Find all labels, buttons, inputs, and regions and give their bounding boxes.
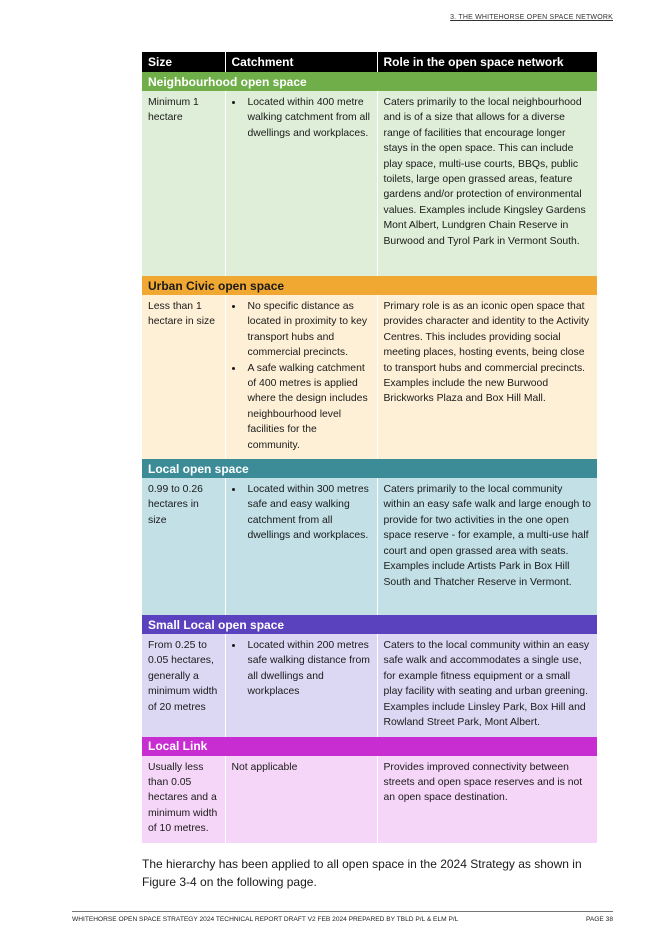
- category-band-urban-civic: [142, 276, 597, 295]
- catchment-bullet: • Located within 400 metre walking catchment from all dwellings and workplaces.: [244, 95, 371, 141]
- table-header-row: [142, 52, 597, 72]
- size-cell: From 0.25 to 0.05 hectares, generally a minimum width of 20 metres: [142, 634, 225, 736]
- table-row: [142, 91, 597, 276]
- category-label: Small Local open space: [142, 615, 597, 634]
- size-cell: 0.99 to 0.26 hectares in size: [142, 478, 225, 615]
- table-row: [142, 634, 597, 736]
- table-row: [142, 756, 597, 843]
- footer-document-info: WHITEHORSE OPEN SPACE STRATEGY 2024 TECHNICAL REPORT DRAFT V2 FEB 2024 PREPARED BY TBLD P/L & ELM P/L: [72, 916, 459, 923]
- table-row: [142, 478, 597, 615]
- column-header-size: Size: [142, 52, 225, 72]
- role-cell: Caters to the local community within an easy safe walk and accommodates a single use, for example fitness equipment or a small play facility with seating and urban greening. Examples include Linsley Park, Box Hill and Rowland Street Park, Mont Albert.: [377, 634, 597, 736]
- size-cell: Minimum 1 hectare: [142, 91, 225, 276]
- role-cell: Primary role is as an iconic open space that provides character and identity to the Activity Centres. This includes providing social meeting places, hosting events, being close to transport hubs and commercial precincts. Examples include the new Burwood Brickworks Plaza and Box Hill Mall.: [377, 295, 597, 459]
- catchment-cell: [225, 634, 377, 736]
- category-band-local-link: [142, 737, 597, 756]
- category-band-local: [142, 459, 597, 478]
- catchment-bullet: • Located within 300 metres safe and easy walking catchment from all dwellings and workplaces.: [244, 482, 371, 544]
- body-paragraph: The hierarchy has been applied to all open space in the 2024 Strategy as shown in Figure 3-4 on the following page.: [142, 857, 582, 889]
- category-label: Local open space: [142, 459, 597, 478]
- catchment-bullet: • No specific distance as located in proximity to key transport hubs and commercial precincts.: [244, 299, 371, 361]
- category-label: Urban Civic open space: [142, 276, 597, 295]
- role-cell: Caters primarily to the local neighbourhood and is of a size that allows for a diverse range of facilities that encourage longer stays in the open space. This can include play space, multi-use courts, BBQs, public toilets, large open grassed areas, feature gardens and/or protection of environmental values. Examples include Kingsley Gardens Mont Albert, Lundgren Chain Reserve in Burwood and Tyrol Park in Vermont South.: [377, 91, 597, 276]
- page-footer: [72, 911, 613, 923]
- section-header: 3. THE WHITEHORSE OPEN SPACE NETWORK: [450, 14, 613, 21]
- category-band-neighbourhood: [142, 72, 597, 91]
- column-header-catchment: Catchment: [225, 52, 377, 72]
- size-cell: Less than 1 hectare in size: [142, 295, 225, 459]
- catchment-bullet: • Located within 200 metres safe walking distance from all dwellings and workplaces: [244, 638, 371, 700]
- page-number: PAGE 38: [586, 916, 613, 923]
- role-cell: Provides improved connectivity between streets and open space reserves and is not an open space destination.: [377, 756, 597, 843]
- role-cell: Caters primarily to the local community within an easy safe walk and large enough to provide for two activities in the one open space reserve - for example, a multi-use half court and open grassed area with seats. Examples include Artists Park in Box Hill South and Thatcher Reserve in Vermont.: [377, 478, 597, 615]
- catchment-cell: [225, 295, 377, 459]
- category-label: Neighbourhood open space: [142, 72, 597, 91]
- catchment-cell: Not applicable: [225, 756, 377, 843]
- category-band-small-local: [142, 615, 597, 634]
- category-label: Local Link: [142, 737, 597, 756]
- table-row: [142, 295, 597, 459]
- open-space-hierarchy-table: [142, 52, 597, 843]
- column-header-role: Role in the open space network: [377, 52, 597, 72]
- size-cell: Usually less than 0.05 hectares and a minimum width of 10 metres.: [142, 756, 225, 843]
- catchment-bullet: • A safe walking catchment of 400 metres is applied where the design includes neighbourhood level facilities for the community.: [244, 361, 371, 453]
- catchment-cell: [225, 91, 377, 276]
- catchment-cell: [225, 478, 377, 615]
